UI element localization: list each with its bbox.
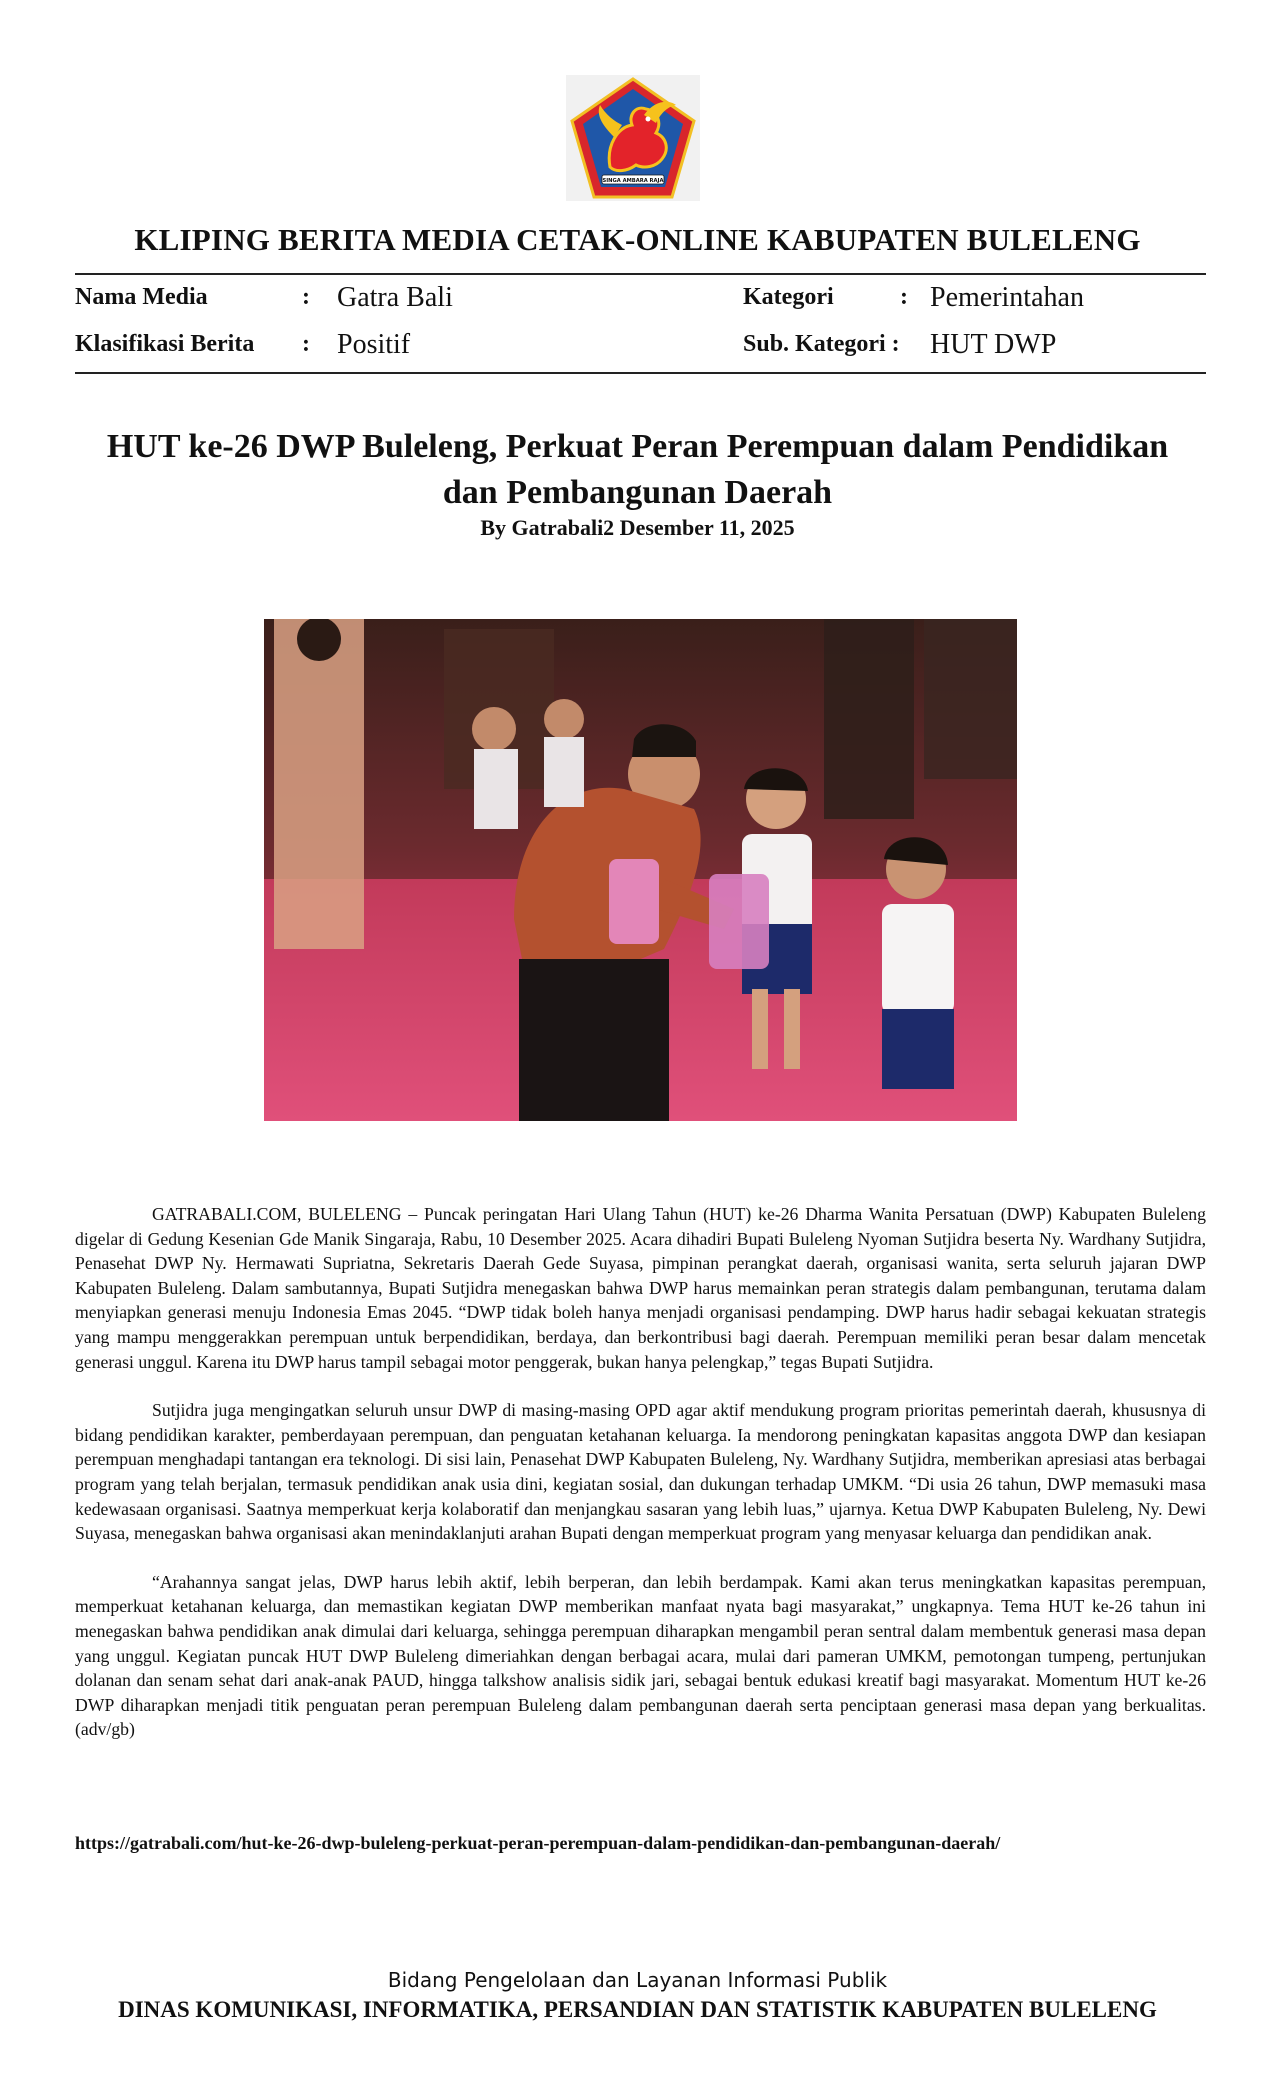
nama-media-label: Nama Media — [75, 284, 208, 310]
klasifikasi-label: Klasifikasi Berita — [75, 331, 255, 357]
article-paragraph-3: “Arahannya sangat jelas, DWP harus lebih aktif, lebih berperan, dan lebih berdampak. Kami akan terus meningkatkan kapasitas perempuan, memperkuat ketahanan keluarga, dan memastikan kegiatan DWP memberikan manfaat nyata bagi masyarakat,” ungkapnya. Tema HUT ke-26 tahun ini menegaskan bahwa pendidikan anak dimulai dari keluarga, sehingga perempuan diharapkan mengambil peran sentral dalam membentuk generasi masa depan yang unggul. Kegiatan puncak HUT DWP Buleleng dimeriahkan dengan berbagai acara, mulai dari pameran UMKM, pemotongan tumpeng, pertunjukan dolanan dan senam sehat dari anak-anak PAUD, hingga talkshow analisis sidik jari, sebagai bentuk edukasi kreatif bagi masyarakat. Momentum HUT ke-26 DWP diharapkan menjadi titik penguatan peran perempuan Buleleng dalam pembangunan daerah serta penciptaan generasi masa depan yang berkualitas. (adv/gb) — [75, 1571, 1206, 1740]
article-paragraph-2: Sutjidra juga mengingatkan seluruh unsur DWP di masing-masing OPD agar aktif mendukung program prioritas pemerintah daerah, khususnya di bidang pendidikan karakter, pemberdayaan perempuan, dan penguatan ketahanan keluarga. Ia mendorong peningkatan kapasitas anggota DWP dan kesiapan perempuan menghadapi tantangan era teknologi. Di sisi lain, Penasehat DWP Kabupaten Buleleng, Ny. Wardhany Sutjidra, memberikan apresiasi atas berbagai program yang telah berjalan, termasuk pendidikan anak usia dini, kegiatan sosial, dan dukungan terhadap UMKM. “Di usia 26 tahun, DWP memasuki masa kedewasaan organisasi. Saatnya memperkuat kerja kolaboratif dan menjangkau sasaran yang lebih luas,” ujarnya. Ketua DWP Kabupaten Buleleng, Ny. Dewi Suyasa, menegaskan bahwa organisasi akan menindaklanjuti arahan Bupati dengan memperkuat program yang menyasar keluarga dan pendidikan anak. — [75, 1400, 1206, 1544]
footer-division: Bidang Pengelolaan dan Layanan Informasi Publik — [387, 1968, 888, 1992]
kategori-label: Kategori — [743, 284, 834, 310]
kabupaten-buleleng-logo — [566, 75, 700, 201]
kategori-colon: : — [900, 284, 908, 310]
sub-kategori-label: Sub. Kategori : — [743, 331, 900, 357]
top-rule — [75, 273, 1206, 275]
footer-agency: DINAS KOMUNIKASI, INFORMATIKA, PERSANDIAN DAN STATISTIK KABUPATEN BULELENG — [118, 1997, 1157, 2022]
page-title: KLIPING BERITA MEDIA CETAK-ONLINE KABUPATEN BULELENG — [134, 222, 1141, 257]
article-paragraph-1: GATRABALI.COM, BULELENG – Puncak peringatan Hari Ulang Tahun (HUT) ke-26 Dharma Wanita Persatuan (DWP) Kabupaten Buleleng digelar di Gedung Kesenian Gde Manik Singaraja, Rabu, 10 Desember 2025. Acara dihadiri Bupati Buleleng Nyoman Sutjidra beserta Ny. Wardhany Sutjidra, Penasehat DWP Ny. Hermawati Supriatna, Sekretaris Daerah Gede Suyasa, pimpinan perangkat daerah, organisasi wanita, serta seluruh jajaran DWP Kabupaten Buleleng. Dalam sambutannya, Bupati Sutjidra menegaskan bahwa DWP harus memainkan peran strategis dalam pembangunan, terutama dalam menyiapkan generasi menuju Indonesia Emas 2045. “DWP tidak boleh hanya menjadi organisasi pendamping. DWP harus hadir sebagai kekuatan strategis yang mampu menggerakkan perempuan untuk berpendidikan, berdaya, dan berkontribusi bagi daerah. Perempuan memiliki peran besar dalam mencetak generasi unggul. Karena itu DWP harus tampil sebagai motor penggerak, bukan hanya pelengkap,” tegas Bupati Sutjidra. — [75, 1204, 1206, 1372]
article-headline: HUT ke-26 DWP Buleleng, Perkuat Peran Perempuan dalam Pendidikan dan Pembangunan Daerah — [106, 428, 1169, 511]
klasifikasi-colon: : — [302, 331, 310, 357]
article-photo — [264, 619, 1017, 1121]
sub-kategori-value: HUT DWP — [930, 329, 1057, 360]
article-body — [75, 1202, 1206, 1766]
kategori-value: Pemerintahan — [930, 282, 1084, 313]
nama-media-value: Gatra Bali — [337, 282, 453, 313]
klasifikasi-value: Positif — [337, 329, 411, 360]
nama-media-colon: : — [302, 284, 310, 310]
article-byline: By Gatrabali2 Desember 11, 2025 — [480, 515, 795, 540]
bottom-rule — [75, 372, 1206, 374]
source-url-link[interactable]: https://gatrabali.com/hut-ke-26-dwp-buleleng-perkuat-peran-perempuan-dalam-pendidikan-dan-pembangunan-daerah/ — [75, 1833, 1001, 1853]
logo-caption: SINGA AMBARA RAJA — [602, 178, 664, 184]
